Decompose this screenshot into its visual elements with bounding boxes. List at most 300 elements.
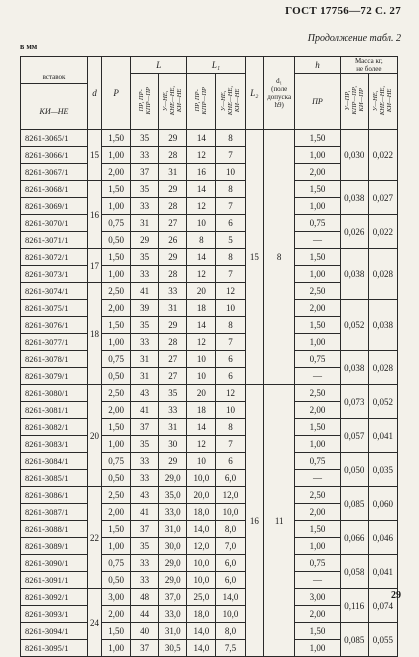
l-ne-cell: 33 (159, 283, 187, 300)
pr-cell: 1,00 (295, 147, 340, 164)
l-cell: 40 (131, 623, 159, 640)
table-row (21, 181, 398, 198)
pr-cell: 1,50 (295, 521, 340, 538)
l1-ne-cell: 10 (216, 402, 245, 419)
l-cell: 37 (131, 419, 159, 436)
l-ne-cell: 26 (159, 232, 187, 249)
l-ne-cell: 31 (159, 300, 187, 317)
p-cell: 0,75 (101, 453, 130, 470)
mass-b-header (368, 74, 397, 130)
l2-cell: 15 (245, 130, 263, 385)
pr-cell: 2,50 (295, 487, 340, 504)
designation-cell: 8261-3080/1 (21, 385, 88, 402)
l-ne-cell: 28 (159, 198, 187, 215)
l-cell: 37 (131, 164, 159, 181)
l1-ne-header-text: У—НЕ, КНЕ—НЕ, КИ—НЕ (220, 85, 242, 116)
d-cell: 20 (87, 385, 101, 487)
p-cell: 1,50 (101, 249, 130, 266)
l-ne-cell: 29,0 (159, 572, 187, 589)
l-ne-cell: 29,0 (159, 555, 187, 572)
l1-ne-cell: 8 (216, 181, 245, 198)
pr-cell: 1,50 (295, 623, 340, 640)
designation-cell: 8261-3085/1 (21, 470, 88, 487)
mass-b-cell: 0,022 (368, 130, 397, 181)
d1-cell: 8 (264, 130, 295, 385)
table-row (21, 300, 398, 317)
l1-ne-cell: 10,0 (216, 606, 245, 623)
l-ne-cell: 27 (159, 215, 187, 232)
l-ne-cell: 29 (159, 181, 187, 198)
l-cell: 39 (131, 300, 159, 317)
mass-a-cell: 0,026 (340, 215, 368, 249)
d1-cell: 11 (264, 385, 295, 657)
designation-cell: 8261-3091/1 (21, 572, 88, 589)
d-cell: 24 (87, 589, 101, 657)
mass-b-cell: 0,052 (368, 385, 397, 419)
l-cell: 35 (131, 181, 159, 198)
pr-cell: 2,00 (295, 606, 340, 623)
pr-cell: 1,50 (295, 249, 340, 266)
l1-cell: 10 (187, 215, 216, 232)
p-cell: 2,00 (101, 300, 130, 317)
l1-cell: 10,0 (187, 470, 216, 487)
pr-cell: 1,00 (295, 198, 340, 215)
designation-cell: 8261-3079/1 (21, 368, 88, 385)
l1-ne-cell: 7 (216, 436, 245, 453)
table-row (21, 555, 398, 572)
l-cell: 41 (131, 504, 159, 521)
designation-cell: 8261-3078/1 (21, 351, 88, 368)
l1-header: L₁ (187, 57, 245, 74)
l-cell: 31 (131, 215, 159, 232)
p-cell: 1,00 (101, 266, 130, 283)
p-cell: 2,50 (101, 385, 130, 402)
p-cell: 2,00 (101, 402, 130, 419)
l-ne-cell: 31 (159, 419, 187, 436)
l-ne-cell: 28 (159, 147, 187, 164)
l1-cell: 10 (187, 453, 216, 470)
pr-cell: 2,00 (295, 402, 340, 419)
mass-a-cell: 0,050 (340, 453, 368, 487)
l2-header: L₂ (245, 57, 263, 130)
l1-cell: 12 (187, 436, 216, 453)
mass-b-cell: 0,055 (368, 623, 397, 657)
l1-ne-cell: 7 (216, 147, 245, 164)
l1-cell: 14 (187, 181, 216, 198)
p-cell: 1,50 (101, 419, 130, 436)
l-ne-cell: 31,0 (159, 521, 187, 538)
l-cell: 29 (131, 232, 159, 249)
d1-header-text: d₁ (поле допуска h9) (267, 77, 292, 109)
l1-ne-cell: 8 (216, 130, 245, 147)
pr-cell: 1,50 (295, 181, 340, 198)
pr-cell: 1,00 (295, 538, 340, 555)
l1-ne-cell: 7,5 (216, 640, 245, 657)
designation-cell: 8261-3071/1 (21, 232, 88, 249)
p-cell: 0,50 (101, 232, 130, 249)
pr-header: ПР (295, 74, 340, 130)
pr-cell: — (295, 232, 340, 249)
l-ne-header (159, 74, 187, 130)
pr-cell: 1,50 (295, 130, 340, 147)
mass-b-cell: 0,027 (368, 181, 397, 215)
table-row (21, 130, 398, 147)
p-cell: 1,50 (101, 181, 130, 198)
pr-cell: 2,50 (295, 283, 340, 300)
l1-cell: 18 (187, 402, 216, 419)
mass-a-cell: 0,038 (340, 181, 368, 215)
designation-cell: 8261-3069/1 (21, 198, 88, 215)
p-cell: 2,00 (101, 504, 130, 521)
mass-a-cell: 0,073 (340, 385, 368, 419)
d-cell: 15 (87, 130, 101, 181)
table-row (21, 453, 398, 470)
l-header: L (131, 57, 187, 74)
l1-ne-cell: 5 (216, 232, 245, 249)
l-ne-cell: 29 (159, 317, 187, 334)
l-cell: 41 (131, 402, 159, 419)
l1-cell: 20 (187, 283, 216, 300)
l1-ne-cell: 8,0 (216, 521, 245, 538)
designation-cell: 8261-3081/1 (21, 402, 88, 419)
designation-cell: 8261-3072/1 (21, 249, 88, 266)
table-row (21, 419, 398, 436)
table-row (21, 351, 398, 368)
pr-cell: — (295, 470, 340, 487)
p-cell: 1,50 (101, 623, 130, 640)
l1-cell: 18,0 (187, 504, 216, 521)
p-cell: 1,00 (101, 334, 130, 351)
l1-cell: 12 (187, 266, 216, 283)
l1-ne-cell: 6 (216, 215, 245, 232)
l1-ne-cell: 6 (216, 368, 245, 385)
mass-b-cell: 0,046 (368, 521, 397, 555)
mass-b-cell: 0,041 (368, 419, 397, 453)
pr-cell: — (295, 368, 340, 385)
l-ne-cell: 31 (159, 164, 187, 181)
designation-header-top: вставок (21, 71, 87, 84)
l1-pr-header-text: ПР, ПР- КПР—ПР (194, 86, 209, 115)
mass-b-cell: 0,035 (368, 453, 397, 487)
l1-ne-cell: 12 (216, 283, 245, 300)
l1-cell: 10,0 (187, 572, 216, 589)
table-row (21, 215, 398, 232)
p-cell: 0,75 (101, 351, 130, 368)
p-cell: 0,50 (101, 368, 130, 385)
l-cell: 43 (131, 487, 159, 504)
l1-ne-cell: 7 (216, 334, 245, 351)
l1-cell: 8 (187, 232, 216, 249)
designation-cell: 8261-3084/1 (21, 453, 88, 470)
mass-header-text: Масса кг, не более (354, 57, 383, 73)
mass-b-cell: 0,060 (368, 487, 397, 521)
l-cell: 43 (131, 385, 159, 402)
l1-ne-cell: 6,0 (216, 470, 245, 487)
p-cell: 0,50 (101, 470, 130, 487)
mass-b-cell: 0,041 (368, 555, 397, 589)
d-cell: 18 (87, 283, 101, 385)
l-ne-cell: 30,0 (159, 538, 187, 555)
pr-cell: 1,50 (295, 317, 340, 334)
table-row (21, 623, 398, 640)
p-header: P (101, 57, 130, 130)
mass-b-cell: 0,028 (368, 249, 397, 300)
d-header: d (87, 57, 101, 130)
mass-a-cell: 0,085 (340, 487, 368, 521)
p-cell: 1,00 (101, 147, 130, 164)
l1-pr-header (187, 74, 216, 130)
designation-cell: 8261-3094/1 (21, 623, 88, 640)
designation-cell: 8261-3086/1 (21, 487, 88, 504)
mass-a-cell: 0,116 (340, 589, 368, 623)
l-cell: 33 (131, 555, 159, 572)
l-cell: 37 (131, 521, 159, 538)
pr-cell: 0,75 (295, 351, 340, 368)
l-cell: 37 (131, 640, 159, 657)
l1-cell: 18,0 (187, 606, 216, 623)
l1-cell: 14 (187, 249, 216, 266)
designation-cell: 8261-3074/1 (21, 283, 88, 300)
pr-cell: 2,00 (295, 504, 340, 521)
p-cell: 0,75 (101, 555, 130, 572)
p-cell: 1,50 (101, 130, 130, 147)
l-ne-cell: 30,5 (159, 640, 187, 657)
l1-cell: 14,0 (187, 521, 216, 538)
l1-ne-cell: 7,0 (216, 538, 245, 555)
l-cell: 33 (131, 572, 159, 589)
pr-cell: 1,00 (295, 436, 340, 453)
p-cell: 1,00 (101, 640, 130, 657)
l1-ne-cell: 8,0 (216, 623, 245, 640)
l-cell: 35 (131, 130, 159, 147)
l-pr-header (131, 74, 159, 130)
l1-ne-cell: 6 (216, 351, 245, 368)
designation-cell: 8261-3077/1 (21, 334, 88, 351)
l-cell: 33 (131, 334, 159, 351)
l1-ne-cell: 6,0 (216, 572, 245, 589)
l-cell: 35 (131, 249, 159, 266)
mass-a-header (340, 74, 368, 130)
l-cell: 41 (131, 283, 159, 300)
l-cell: 31 (131, 351, 159, 368)
pr-cell: 1,50 (295, 419, 340, 436)
designation-cell: 8261-3068/1 (21, 181, 88, 198)
d1-header (264, 57, 295, 130)
pr-cell: 2,00 (295, 300, 340, 317)
l1-cell: 12 (187, 198, 216, 215)
h-header: h (295, 57, 340, 74)
pr-cell: 1,00 (295, 266, 340, 283)
l-ne-cell: 27 (159, 368, 187, 385)
l1-cell: 14 (187, 130, 216, 147)
l-cell: 35 (131, 436, 159, 453)
designation-cell: 8261-3066/1 (21, 147, 88, 164)
l1-ne-header (216, 74, 245, 130)
l-cell: 31 (131, 368, 159, 385)
l1-ne-cell: 8 (216, 317, 245, 334)
l-ne-cell: 37,0 (159, 589, 187, 606)
l-ne-cell: 27 (159, 351, 187, 368)
dimensions-table (20, 56, 398, 657)
designation-cell: 8261-3073/1 (21, 266, 88, 283)
designation-cell: 8261-3089/1 (21, 538, 88, 555)
mass-a-cell: 0,085 (340, 623, 368, 657)
l-cell: 33 (131, 453, 159, 470)
l-ne-cell: 33,0 (159, 504, 187, 521)
table-row (21, 487, 398, 504)
l-ne-header-text: У—НЕ, КНЕ—НЕ, КИ—НЕ (162, 85, 184, 116)
mass-b-cell: 0,074 (368, 589, 397, 623)
l1-cell: 10,0 (187, 555, 216, 572)
mass-b-cell: 0,038 (368, 300, 397, 351)
mass-b-cell: 0,028 (368, 351, 397, 385)
l1-cell: 14 (187, 419, 216, 436)
p-cell: 2,00 (101, 606, 130, 623)
designation-cell: 8261-3090/1 (21, 555, 88, 572)
l1-ne-cell: 7 (216, 198, 245, 215)
p-cell: 2,00 (101, 164, 130, 181)
units-label: в мм (20, 42, 38, 51)
l1-ne-cell: 7 (216, 266, 245, 283)
l1-ne-cell: 10,0 (216, 504, 245, 521)
l1-ne-cell: 6 (216, 453, 245, 470)
l-cell: 35 (131, 538, 159, 555)
p-cell: 2,50 (101, 283, 130, 300)
p-cell: 3,00 (101, 589, 130, 606)
l1-cell: 20 (187, 385, 216, 402)
pr-cell: — (295, 572, 340, 589)
designation-cell: 8261-3070/1 (21, 215, 88, 232)
l1-cell: 10 (187, 368, 216, 385)
p-cell: 1,00 (101, 436, 130, 453)
l-ne-cell: 29 (159, 249, 187, 266)
l-cell: 33 (131, 470, 159, 487)
designation-cell: 8261-3067/1 (21, 164, 88, 181)
designation-cell: 8261-3092/1 (21, 589, 88, 606)
p-cell: 0,50 (101, 572, 130, 589)
table-body (21, 130, 398, 657)
l-ne-cell: 31,0 (159, 623, 187, 640)
pr-cell: 1,00 (295, 334, 340, 351)
table-row (21, 589, 398, 606)
designation-cell: 8261-3095/1 (21, 640, 88, 657)
l1-cell: 12 (187, 334, 216, 351)
standard-header: ГОСТ 17756—72 С. 27 (285, 5, 401, 17)
d-cell: 16 (87, 181, 101, 249)
l1-ne-cell: 12 (216, 385, 245, 402)
designation-cell: 8261-3082/1 (21, 419, 88, 436)
mass-a-header-text: У—ПР, КПР—ПР, КИ—ПР (343, 86, 365, 115)
mass-a-cell: 0,030 (340, 130, 368, 181)
l1-cell: 14 (187, 317, 216, 334)
pr-cell: 2,00 (295, 164, 340, 181)
l-ne-cell: 28 (159, 334, 187, 351)
l-cell: 33 (131, 266, 159, 283)
table-row (21, 249, 398, 266)
mass-b-cell: 0,022 (368, 215, 397, 249)
l-ne-cell: 30 (159, 436, 187, 453)
mass-b-header-text: У—НЕ, КНЕ—НЕ, КИ—НЕ (372, 85, 394, 116)
l-pr-header-text: ПР, ПР- КПР—ПР (137, 86, 152, 115)
l1-ne-cell: 12,0 (216, 487, 245, 504)
l-cell: 48 (131, 589, 159, 606)
table-row (21, 521, 398, 538)
table-row (21, 385, 398, 402)
mass-a-cell: 0,066 (340, 521, 368, 555)
l-ne-cell: 35 (159, 385, 187, 402)
pr-cell: 0,75 (295, 453, 340, 470)
designation-cell: 8261-3093/1 (21, 606, 88, 623)
l1-cell: 25,0 (187, 589, 216, 606)
designation-header (21, 57, 88, 130)
designation-cell: 8261-3076/1 (21, 317, 88, 334)
l1-cell: 14,0 (187, 623, 216, 640)
designation-cell: 8261-3083/1 (21, 436, 88, 453)
p-cell: 1,00 (101, 538, 130, 555)
l-ne-cell: 29 (159, 130, 187, 147)
designation-cell: 8261-3088/1 (21, 521, 88, 538)
page-number: 29 (391, 590, 401, 601)
l2-cell: 16 (245, 385, 263, 657)
mass-a-cell: 0,038 (340, 351, 368, 385)
l1-cell: 20,0 (187, 487, 216, 504)
l-cell: 33 (131, 147, 159, 164)
l-ne-cell: 33 (159, 402, 187, 419)
l1-cell: 12,0 (187, 538, 216, 555)
continuation-caption: Продолжение табл. 2 (307, 33, 401, 44)
mass-header (340, 57, 397, 74)
l1-cell: 12 (187, 147, 216, 164)
l-ne-cell: 29 (159, 453, 187, 470)
pr-cell: 1,00 (295, 640, 340, 657)
p-cell: 1,50 (101, 317, 130, 334)
l1-ne-cell: 6,0 (216, 555, 245, 572)
p-cell: 1,00 (101, 198, 130, 215)
designation-cell: 8261-3065/1 (21, 130, 88, 147)
l1-ne-cell: 10 (216, 300, 245, 317)
l-cell: 33 (131, 198, 159, 215)
l-ne-cell: 33,0 (159, 606, 187, 623)
mass-a-cell: 0,052 (340, 300, 368, 351)
l-ne-cell: 29,0 (159, 470, 187, 487)
mass-a-cell: 0,057 (340, 419, 368, 453)
pr-cell: 2,50 (295, 385, 340, 402)
l-ne-cell: 35,0 (159, 487, 187, 504)
l1-cell: 14,0 (187, 640, 216, 657)
l1-ne-cell: 14,0 (216, 589, 245, 606)
pr-cell: 0,75 (295, 555, 340, 572)
pr-cell: 0,75 (295, 215, 340, 232)
p-cell: 0,75 (101, 215, 130, 232)
pr-cell: 3,00 (295, 589, 340, 606)
designation-cell: 8261-3087/1 (21, 504, 88, 521)
l1-cell: 10 (187, 351, 216, 368)
mass-a-cell: 0,058 (340, 555, 368, 589)
l-cell: 35 (131, 317, 159, 334)
l1-ne-cell: 8 (216, 419, 245, 436)
designation-cell: 8261-3075/1 (21, 300, 88, 317)
l-ne-cell: 28 (159, 266, 187, 283)
l1-cell: 18 (187, 300, 216, 317)
l1-ne-cell: 10 (216, 164, 245, 181)
mass-a-cell: 0,038 (340, 249, 368, 300)
designation-header-bottom: КИ—НЕ (39, 106, 69, 116)
l1-cell: 16 (187, 164, 216, 181)
l-cell: 44 (131, 606, 159, 623)
l1-ne-cell: 8 (216, 249, 245, 266)
d-cell: 17 (87, 249, 101, 283)
d-cell: 22 (87, 487, 101, 589)
